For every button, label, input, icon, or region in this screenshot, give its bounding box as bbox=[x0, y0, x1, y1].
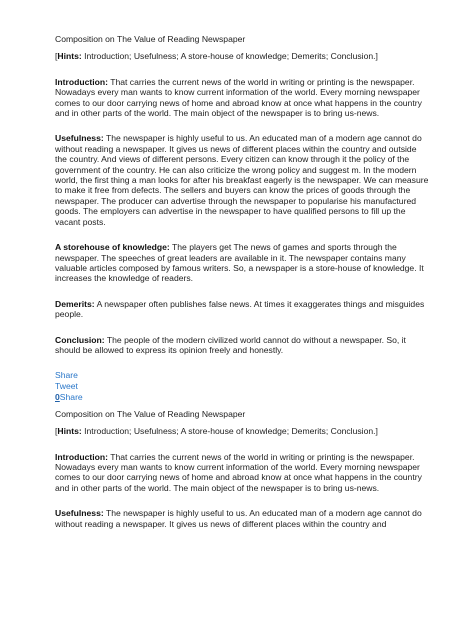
page-title-repeat: Composition on The Value of Reading Newspaper bbox=[55, 408, 246, 419]
storehouse-paragraph bbox=[55, 242, 430, 284]
hints-line bbox=[55, 51, 430, 61]
demerits-text: A newspaper often publishes false news. At times it exaggerates things and misguides people. bbox=[55, 298, 425, 320]
demerits-paragraph bbox=[55, 299, 430, 320]
introduction-label: Introduction: bbox=[55, 76, 108, 87]
usefulness-text: The newspaper is highly useful to us. An educated man of a modern age cannot do without reading a newspaper. It gives us news of different places within the country and outside the country. And views of different persons. Every citizen can know through it the policy of the government of the country. He can also criticize the wrong policy and suggest m. In the modern world, the first thing a man looks for after his breakfast eagerly is the newspaper. We can measure to make it free from defects. The sellers and buyers can know the prices of goods through the newspaper. The producer can advertise through the newspaper to popularise his manufactured goods. The employers can advertise in the newspaper to have qualified persons to fill up the vacant posts. bbox=[55, 133, 429, 227]
introduction-text: That carries the current news of the world in writing or printing is the newspaper. Nowadays every man wants to know current information of the world. Every morning newspaper comes to our door carrying news of home and abroad know at once what happens in the country and in other parts of the world. The main object of the newspaper is to bring us-news. bbox=[55, 76, 422, 119]
introduction-paragraph-repeat bbox=[55, 452, 430, 494]
hints-bracket-repeat: [ bbox=[55, 426, 58, 437]
share-links bbox=[55, 370, 430, 402]
storehouse-label: A storehouse of knowledge: bbox=[55, 242, 170, 253]
demerits-label: Demerits: bbox=[55, 298, 95, 309]
usefulness-paragraph bbox=[55, 133, 430, 227]
storehouse-text: The players get The news of games and sports through the newspaper. The speeches of great leaders are available in it. The newspaper contains many valuable articles composed by famous writers. So, a newspaper is a store-house of knowledge. It increases the knowledge of readers. bbox=[55, 242, 424, 284]
hints-line-repeat bbox=[55, 426, 430, 436]
share-link[interactable]: Share bbox=[55, 370, 78, 381]
hints-label: Hints: bbox=[57, 51, 82, 62]
introduction-text-repeat: That carries the current news of the world in writing or printing is the newspaper. Nowadays every man wants to know current information of the world. Every morning newspaper comes to our door carrying news of home and abroad know at once what happens in the country and in other parts of the world. The main object of the newspaper is to bring us-news. bbox=[55, 451, 422, 493]
introduction-label-repeat: Introduction: bbox=[55, 451, 108, 462]
introduction-paragraph bbox=[55, 77, 430, 119]
tweet-link[interactable]: Tweet bbox=[55, 381, 78, 392]
share-count-link[interactable] bbox=[55, 392, 430, 403]
hints-text: Introduction; Usefulness; A store-house of knowledge; Demerits; Conclusion.] bbox=[81, 51, 378, 62]
usefulness-label: Usefulness: bbox=[55, 133, 104, 144]
usefulness-label-repeat: Usefulness: bbox=[55, 508, 104, 519]
share-count-label: Share bbox=[59, 391, 83, 402]
conclusion-label: Conclusion: bbox=[55, 334, 105, 345]
conclusion-paragraph bbox=[55, 335, 430, 356]
conclusion-text: The people of the modern civilized world cannot do without a newspaper. So, it should be allowed to express its opinion freely and honestly. bbox=[55, 334, 406, 355]
share-count: 0 bbox=[55, 391, 60, 402]
usefulness-text-repeat: The newspaper is highly useful to us. An educated man of a modern age cannot do without reading a newspaper. It gives us news of different places within the country and bbox=[55, 508, 422, 529]
hints-bracket: [ bbox=[55, 51, 58, 62]
page-title: Composition on The Value of Reading Newspaper bbox=[55, 34, 246, 44]
hints-label-repeat: Hints: bbox=[57, 426, 82, 437]
usefulness-paragraph-repeat bbox=[55, 508, 430, 529]
hints-text-repeat: Introduction; Usefulness; A store-house of knowledge; Demerits; Conclusion.] bbox=[81, 426, 378, 437]
